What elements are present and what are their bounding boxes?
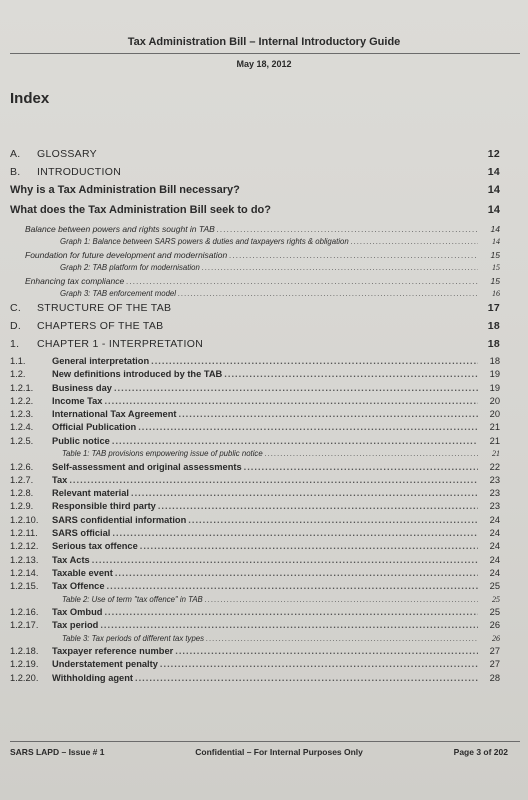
- toc-dot-leader: [179, 409, 479, 419]
- toc-entry-label: Relevant material: [52, 488, 129, 499]
- footer-page-number: Page 3 of 202: [453, 747, 508, 757]
- toc-entry-label: Table 1: TAB provisions empowering issue of public notice: [62, 449, 263, 459]
- toc-entry-page: 20: [489, 395, 500, 406]
- toc-entry-number: 1.2.15.: [10, 581, 39, 592]
- toc-entry-page: 14: [487, 204, 500, 216]
- footer-rule: [10, 741, 520, 742]
- toc-entry-label: INTRODUCTION: [37, 166, 122, 178]
- toc-entry-page: 18: [487, 338, 500, 350]
- toc-dot-leader: [104, 396, 478, 406]
- toc-entry-number: B.: [10, 166, 21, 178]
- toc-entry-label: STRUCTURE OF THE TAB: [37, 302, 172, 314]
- toc-entry-label: Table 3: Tax periods of different tax types: [62, 633, 205, 643]
- toc-dot-leader: [114, 383, 478, 393]
- toc-entry-number: 1.2.11.: [10, 528, 38, 539]
- toc-entry: [10, 422, 500, 435]
- toc-entry: [10, 369, 500, 382]
- toc-entry-label: Graph 1: Balance between SARS powers & duties and taxpayers rights & obligation: [60, 237, 349, 246]
- toc-entry-label: International Tax Agreement: [52, 409, 177, 420]
- toc-dot-leader: [175, 646, 478, 656]
- toc-entry-page: 24: [489, 567, 500, 578]
- toc-dot-leader: [205, 595, 478, 604]
- toc-dot-leader: [265, 449, 478, 458]
- toc-entry-label: What does the Tax Administration Bill seek to do?: [10, 204, 271, 216]
- toc-entry-page: 25: [489, 581, 500, 592]
- table-of-contents: [10, 148, 500, 686]
- toc-entry-page: 20: [489, 409, 500, 420]
- toc-dot-leader: [140, 541, 478, 551]
- toc-entry: [10, 184, 500, 204]
- toc-entry-page: 21: [489, 435, 500, 446]
- toc-entry-label: Graph 2: TAB platform for modernisation: [60, 263, 200, 272]
- toc-entry: [10, 620, 500, 633]
- toc-entry: [10, 475, 500, 488]
- toc-entry-label: Table 2: Use of term "tax offence" in TAB: [62, 594, 203, 604]
- toc-entry: [10, 320, 500, 338]
- toc-entry-page: 18: [487, 320, 500, 332]
- toc-entry: [10, 541, 500, 554]
- toc-entry-number: 1.2.20.: [10, 672, 39, 683]
- toc-entry-page: 21: [492, 449, 500, 459]
- toc-entry: [10, 568, 500, 581]
- toc-entry-label: Understatement penalty: [52, 659, 158, 670]
- toc-dot-leader: [112, 528, 478, 538]
- toc-entry-number: 1.2.6.: [10, 461, 34, 472]
- toc-dot-leader: [188, 515, 478, 525]
- toc-entry-page: 21: [489, 422, 500, 433]
- toc-entry-label: Self-assessment and original assessments: [52, 461, 242, 472]
- toc-entry: [10, 634, 500, 647]
- toc-entry: [10, 166, 500, 184]
- toc-entry-number: 1.2.2.: [10, 395, 34, 406]
- toc-dot-leader: [160, 659, 478, 669]
- toc-entry: [10, 488, 500, 501]
- toc-entry-page: 26: [492, 633, 500, 643]
- toc-entry-label: Tax: [52, 474, 68, 485]
- toc-entry-label: Withholding agent: [52, 672, 133, 683]
- toc-entry-label: GLOSSARY: [37, 148, 97, 160]
- toc-entry-label: Taxable event: [52, 567, 113, 578]
- toc-entry-number: 1.2.18.: [10, 646, 39, 657]
- toc-entry: [10, 595, 500, 608]
- toc-entry-label: Responsible third party: [52, 501, 156, 512]
- toc-entry-number: 1.2.14.: [10, 567, 39, 578]
- toc-dot-leader: [158, 501, 478, 511]
- toc-entry: [10, 462, 500, 475]
- toc-entry: [10, 449, 500, 462]
- toc-entry-page: 24: [489, 528, 500, 539]
- toc-entry-number: 1.2.: [10, 369, 26, 380]
- toc-entry-page: 22: [489, 461, 500, 472]
- toc-entry-label: Serious tax offence: [52, 541, 138, 552]
- toc-entry-page: 14: [487, 166, 500, 178]
- toc-entry-page: 27: [489, 646, 500, 657]
- toc-entry: [10, 515, 500, 528]
- toc-entry-number: 1.2.19.: [10, 659, 39, 670]
- toc-entry: [10, 356, 500, 369]
- toc-dot-leader: [69, 475, 478, 485]
- toc-entry-number: 1.2.16.: [10, 607, 39, 618]
- toc-entry-page: 15: [490, 276, 500, 286]
- document-footer: [10, 747, 508, 757]
- toc-dot-leader: [131, 488, 478, 498]
- toc-entry-label: Tax Acts: [52, 554, 90, 565]
- toc-entry: [10, 237, 500, 250]
- toc-dot-leader: [104, 607, 478, 617]
- toc-dot-leader: [112, 436, 478, 446]
- toc-dot-leader: [244, 462, 478, 472]
- toc-entry-number: 1.2.7.: [10, 474, 34, 485]
- toc-dot-leader: [100, 620, 478, 630]
- toc-dot-leader: [217, 224, 478, 234]
- toc-dot-leader: [135, 673, 478, 683]
- toc-entry-page: 19: [489, 382, 500, 393]
- toc-entry: [10, 555, 500, 568]
- toc-entry-page: 23: [489, 488, 500, 499]
- toc-entry-label: CHAPTERS OF THE TAB: [37, 320, 164, 332]
- toc-entry-page: 23: [489, 474, 500, 485]
- toc-dot-leader: [202, 263, 478, 272]
- index-heading: Index: [10, 90, 50, 107]
- toc-dot-leader: [126, 276, 478, 286]
- toc-entry-page: 12: [487, 148, 500, 160]
- toc-entry-page: 24: [489, 541, 500, 552]
- toc-entry-label: Tax period: [52, 620, 99, 631]
- toc-entry: [10, 302, 500, 320]
- toc-entry-number: 1.2.8.: [10, 488, 34, 499]
- toc-entry-label: Public notice: [52, 435, 110, 446]
- toc-dot-leader: [92, 555, 478, 565]
- toc-entry-number: 1.2.4.: [10, 422, 34, 433]
- toc-dot-leader: [115, 568, 478, 578]
- toc-entry: [10, 646, 500, 659]
- toc-entry-label: Enhancing tax compliance: [25, 276, 125, 286]
- toc-entry-page: 14: [492, 237, 500, 246]
- toc-entry: [10, 250, 500, 263]
- footer-issue: SARS LAPD – Issue # 1: [10, 747, 105, 757]
- toc-entry-page: 27: [489, 659, 500, 670]
- toc-entry-number: 1.2.5.: [10, 435, 34, 446]
- toc-entry: [10, 148, 500, 166]
- toc-entry-label: SARS official: [52, 528, 111, 539]
- toc-entry: [10, 607, 500, 620]
- toc-dot-leader: [138, 422, 478, 432]
- toc-entry-number: 1.2.13.: [10, 554, 39, 565]
- document-header-title: Tax Administration Bill – Internal Introductory Guide: [127, 36, 401, 48]
- toc-entry-page: 15: [492, 263, 500, 272]
- toc-entry: [10, 263, 500, 276]
- toc-entry-label: General interpretation: [52, 356, 150, 366]
- toc-entry-number: 1.2.3.: [10, 409, 34, 420]
- toc-entry-page: 24: [489, 554, 500, 565]
- toc-entry-label: Taxpayer reference number: [52, 646, 174, 657]
- toc-entry-label: Tax Offence: [52, 581, 105, 592]
- header-rule: [10, 53, 520, 54]
- toc-entry: [10, 204, 500, 224]
- toc-entry-label: Business day: [52, 382, 112, 393]
- toc-entry-label: CHAPTER 1 - INTERPRETATION: [37, 338, 204, 350]
- toc-entry-page: 15: [490, 250, 500, 260]
- toc-entry-number: D.: [10, 320, 22, 332]
- toc-entry: [10, 501, 500, 514]
- toc-entry: [10, 396, 500, 409]
- toc-entry-page: 17: [487, 302, 500, 314]
- toc-entry-page: 19: [489, 369, 500, 380]
- toc-entry-page: 23: [489, 501, 500, 512]
- toc-dot-leader: [206, 634, 478, 643]
- toc-entry-number: 1.2.9.: [10, 501, 34, 512]
- toc-entry: [10, 383, 500, 396]
- toc-entry-page: 25: [492, 594, 500, 604]
- toc-entry: [10, 224, 500, 237]
- toc-entry: [10, 276, 500, 289]
- toc-dot-leader: [178, 289, 478, 298]
- toc-entry: [10, 289, 500, 302]
- toc-entry: [10, 436, 500, 449]
- toc-entry: [10, 673, 500, 686]
- toc-entry-page: 26: [489, 620, 500, 631]
- toc-entry-number: 1.2.17.: [10, 620, 39, 631]
- toc-entry-label: New definitions introduced by the TAB: [52, 369, 223, 380]
- toc-entry: [10, 528, 500, 541]
- toc-entry-number: 1.2.10.: [10, 514, 39, 525]
- toc-entry-number: C.: [10, 302, 22, 314]
- toc-entry: [10, 409, 500, 422]
- toc-entry-number: 1.: [10, 338, 20, 350]
- toc-entry: [10, 581, 500, 594]
- toc-entry-number: A.: [10, 148, 21, 160]
- toc-entry-page: 25: [489, 607, 500, 618]
- toc-entry-page: 18: [489, 356, 500, 366]
- toc-entry-number: 1.2.12.: [10, 541, 39, 552]
- toc-entry-number: 1.1.: [10, 356, 26, 366]
- toc-entry-page: 14: [487, 184, 500, 196]
- toc-entry-label: Why is a Tax Administration Bill necessary?: [10, 184, 240, 196]
- toc-entry-label: Income Tax: [52, 395, 103, 406]
- toc-entry-label: Official Publication: [52, 422, 137, 433]
- toc-entry-number: 1.2.1.: [10, 382, 34, 393]
- toc-entry-page: 14: [490, 224, 500, 234]
- toc-entry-page: 24: [489, 514, 500, 525]
- toc-dot-leader: [107, 581, 478, 591]
- toc-entry: [10, 659, 500, 672]
- toc-entry-label: Graph 3: TAB enforcement model: [60, 289, 176, 298]
- toc-entry-page: 16: [492, 289, 500, 298]
- toc-dot-leader: [224, 369, 478, 379]
- toc-entry-label: SARS confidential information: [52, 514, 187, 525]
- document-date: May 18, 2012: [236, 59, 292, 69]
- toc-entry-label: Tax Ombud: [52, 607, 103, 618]
- toc-entry-page: 28: [489, 672, 500, 683]
- toc-dot-leader: [351, 237, 478, 246]
- toc-dot-leader: [151, 356, 478, 366]
- toc-entry-label: Foundation for future development and modernisation: [25, 250, 228, 260]
- footer-confidential: Confidential – For Internal Purposes Only: [195, 747, 363, 757]
- toc-entry: [10, 338, 500, 356]
- toc-entry-label: Balance between powers and rights sought in TAB: [25, 224, 215, 234]
- toc-dot-leader: [229, 250, 478, 260]
